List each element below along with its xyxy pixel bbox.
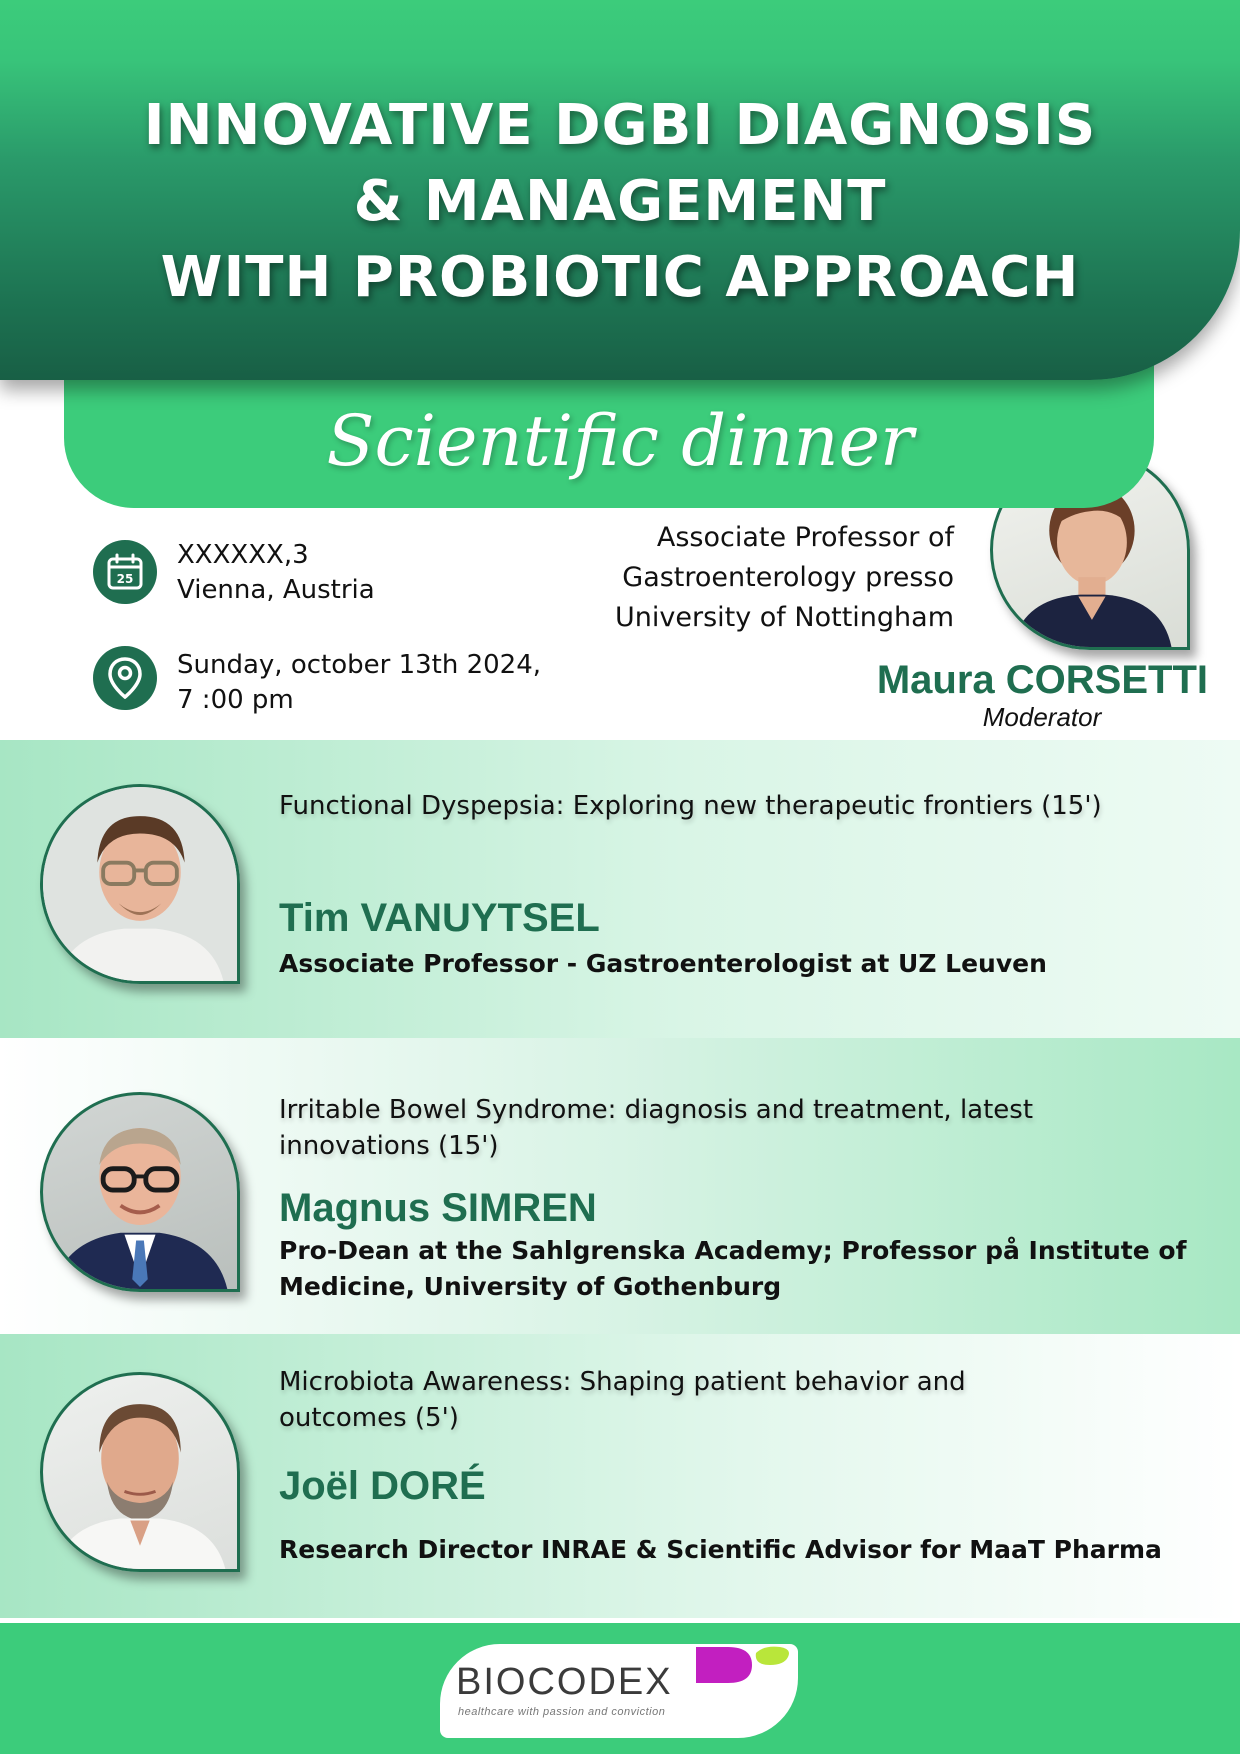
speaker-photo [40,1092,240,1292]
speaker-role-line: Associate Professor - Gastroenterologist at UZ Leuven [279,949,1047,978]
talk-title-line: Irritable Bowel Syndrome: diagnosis and treatment, latest [279,1095,1034,1125]
moderator-role [520,518,954,638]
talk-title-line: Functional Dyspepsia: Exploring new therapeutic frontiers (15') [279,791,1102,821]
speaker-name: Tim VANUYTSEL [279,896,600,940]
date-line: Sunday, october 13th 2024, [177,650,542,680]
moderator-label: Moderator [982,702,1102,732]
logo-tagline: healthcare with passion and conviction [458,1706,666,1718]
speaker-role-line: Research Director INRAE & Scientific Advisor for MaaT Pharma [279,1535,1162,1564]
location-pin-icon [93,646,157,710]
speaker-role [279,1532,1209,1568]
moderator-name: Maura CORSETTI [876,658,1208,702]
event-date [177,648,541,718]
venue-city: Vienna, Austria [177,575,375,605]
title-line: & MANAGEMENT [353,169,887,234]
page-title [0,88,1240,316]
moderator-role-line: Associate Professor of [656,522,954,553]
talk-title [279,1364,1179,1436]
speaker-role-line: Medicine, University of Gothenburg [279,1272,782,1301]
talk-title-line: innovations (15') [279,1131,499,1161]
moderator-role-line: University of Nottingham [615,602,954,633]
speaker-photo [40,784,240,984]
biocodex-logo-mark-icon [694,1643,794,1689]
speaker-photo [40,1372,240,1572]
calendar-icon [93,540,157,604]
time-line: 7 :00 pm [177,685,294,715]
speaker-role-line: Pro-Dean at the Sahlgrenska Academy; Professor på Institute of [279,1236,1187,1265]
talk-title [279,1092,1179,1164]
speaker-name: Magnus SIMREN [279,1186,597,1230]
title-line: WITH PROBIOTIC APPROACH [160,245,1080,310]
talk-title-line: Microbiota Awareness: Shaping patient behavior and [279,1367,966,1397]
speaker-role [279,1233,1209,1305]
speaker-name: Joël DORÉ [279,1464,486,1508]
moderator-role-line: Gastroenterology presso [622,562,954,593]
talk-title-line: outcomes (5') [279,1403,459,1433]
speaker-role [279,946,1209,982]
event-venue [177,538,375,608]
logo-wordmark: BIOCODEX [456,1661,673,1703]
header-banner [0,0,1240,380]
event-subtitle: Scientific dinner [326,400,914,482]
calendar-day: 25 [116,572,134,586]
venue-line: XXXXXX,3 [177,540,309,570]
talk-title [279,788,1179,824]
title-line: INNOVATIVE DGBI DIAGNOSIS [143,93,1097,158]
